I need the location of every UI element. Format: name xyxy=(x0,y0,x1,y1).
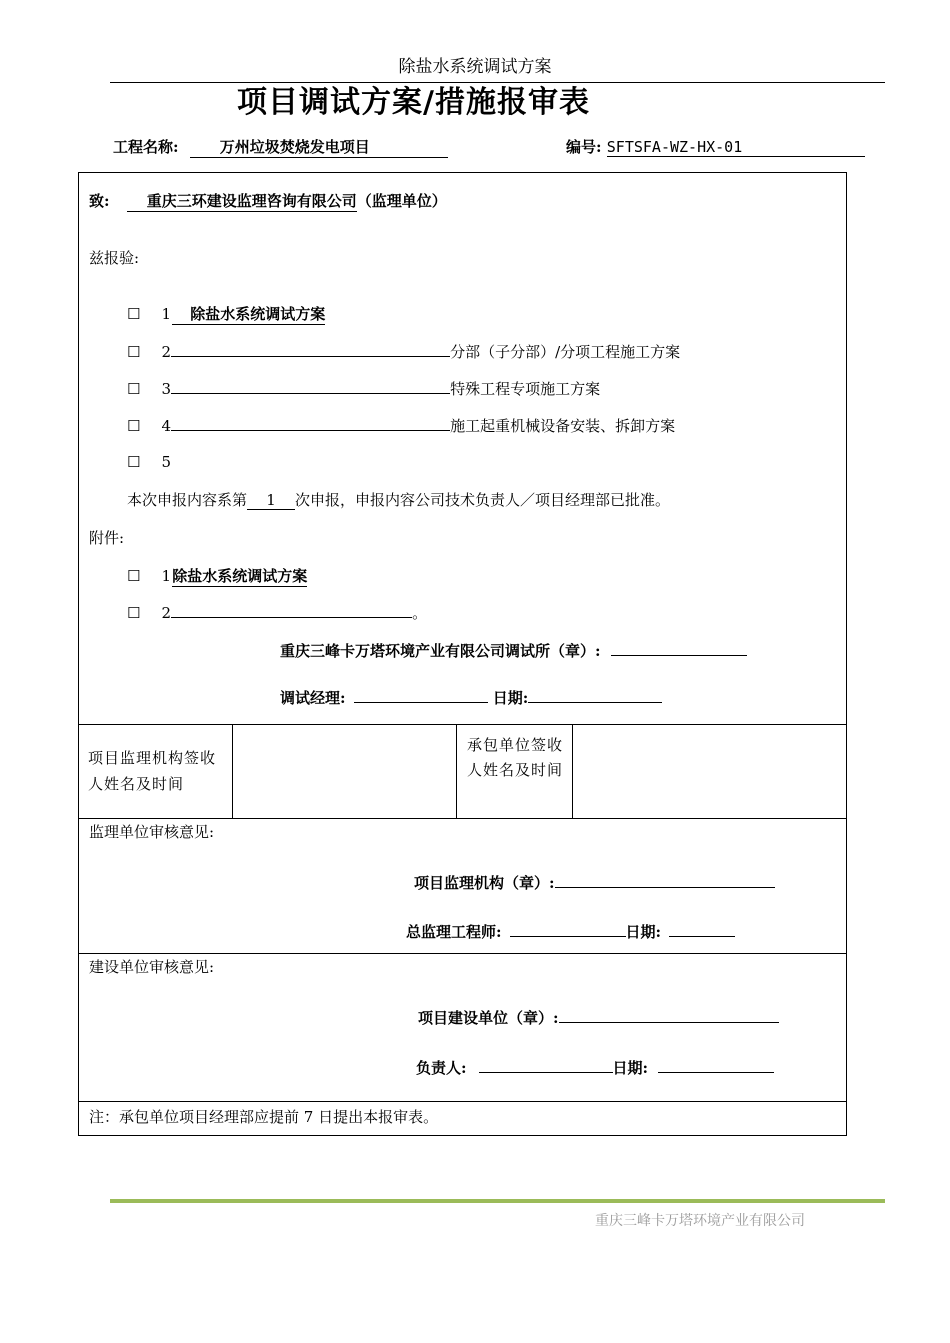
attachments-label: 附件: xyxy=(89,529,125,547)
document-header-title: 除盐水系统调试方案 xyxy=(398,57,552,77)
addressee-line xyxy=(89,190,447,212)
row-divider xyxy=(78,953,847,954)
owner-seal-line: 项目建设单位（章）: xyxy=(418,1006,779,1028)
checklist-item[interactable]: ☐ 5 xyxy=(127,453,172,471)
manager-date-blank xyxy=(528,686,662,703)
column-divider xyxy=(456,724,457,818)
checklist-item-suffix: 特殊工程专项施工方案 xyxy=(450,380,601,398)
chief-engineer-blank xyxy=(510,920,626,937)
contractor-receipt-label: 承包单位签收人姓名及时间 xyxy=(466,736,563,779)
checkbox-icon[interactable]: ☐ xyxy=(127,453,141,471)
supervisor-seal-blank xyxy=(555,871,775,888)
checklist-item-suffix: 施工起重机械设备安装、拆卸方案 xyxy=(450,417,676,435)
project-name-value: 万州垃圾焚烧发电项目 xyxy=(190,136,448,158)
supervisor-seal-line: 项目监理机构（章）: xyxy=(414,871,775,893)
project-name-field xyxy=(113,136,448,158)
owner-date-blank xyxy=(658,1056,774,1073)
row-divider xyxy=(78,818,847,819)
submission-count: 1 xyxy=(247,491,295,510)
owner-person-line: 负责人: 日期: xyxy=(416,1056,774,1078)
addressee-label: 致: xyxy=(89,192,110,210)
checkbox-icon[interactable]: ☐ xyxy=(127,305,141,323)
supervisor-review-label: 监理单位审核意见: xyxy=(89,823,215,841)
project-name-label: 工程名称: xyxy=(113,138,179,156)
manager-sign-line: 调试经理: 日期: xyxy=(280,686,662,708)
supervisor-date-blank xyxy=(669,920,735,937)
checklist-item-blank xyxy=(171,414,450,431)
checklist-item-suffix: 分部（子分部）/分项工程施工方案 xyxy=(450,343,681,361)
supervisor-receipt-field[interactable] xyxy=(233,725,455,817)
project-number-field xyxy=(566,136,865,157)
footer-company: 重庆三峰卡万塔环境产业有限公司 xyxy=(595,1213,805,1229)
submit-intro: 兹报验: xyxy=(89,249,140,267)
owner-seal-blank xyxy=(559,1006,779,1023)
project-number-value: SFTSFA-WZ-HX-01 xyxy=(607,138,865,157)
checklist-item-blank xyxy=(171,340,450,357)
declaration-line: 本次申报内容系第 1 次申报，申报内容公司技术负责人／项目经理部已批准。 xyxy=(127,491,671,509)
checklist-item-text: 除盐水系统调试方案 xyxy=(172,303,325,325)
form-title: 项目调试方案/措施报审表 xyxy=(237,85,590,120)
contractor-seal-line xyxy=(280,639,747,661)
checkbox-icon[interactable]: ☐ xyxy=(127,604,141,622)
contractor-org: 重庆三峰卡万塔环境产业有限公司调试所（章）: xyxy=(280,642,601,660)
attachment-item[interactable]: ☐ 2 。 xyxy=(127,601,427,623)
checkbox-icon[interactable]: ☐ xyxy=(127,417,141,435)
checklist-item[interactable]: ☐ 4 施工起重机械设备安装、拆卸方案 xyxy=(127,414,675,436)
attachment-item-text: 除盐水系统调试方案 xyxy=(172,567,308,585)
owner-review-label: 建设单位审核意见: xyxy=(89,958,215,976)
attachment-item[interactable]: ☐ 1 除盐水系统调试方案 xyxy=(127,567,308,585)
footer-accent-line xyxy=(110,1199,885,1203)
checkbox-icon[interactable]: ☐ xyxy=(127,380,141,398)
contractor-seal-blank xyxy=(611,639,747,656)
addressee-suffix: （监理单位） xyxy=(356,192,447,210)
attachment-item-blank xyxy=(171,601,412,618)
row-divider xyxy=(78,1101,847,1102)
supervisor-receipt-label: 项目监理机构签收人姓名及时间 xyxy=(88,749,217,793)
checklist-item[interactable]: ☐ 2 分部（子分部）/分项工程施工方案 xyxy=(127,340,680,362)
manager-sign-blank xyxy=(354,686,488,703)
checklist-item-blank xyxy=(171,377,450,394)
addressee-value: 重庆三环建设监理咨询有限公司 xyxy=(127,190,357,212)
contractor-receipt-field[interactable] xyxy=(573,725,846,817)
checkbox-icon[interactable]: ☐ xyxy=(127,567,141,585)
checklist-item[interactable]: ☐ 1 除盐水系统调试方案 xyxy=(127,305,326,323)
checkbox-icon[interactable]: ☐ xyxy=(127,343,141,361)
project-number-label: 编号: xyxy=(566,138,602,156)
form-note: 注：承包单位项目经理部应提前 7 日提出本报审表。 xyxy=(89,1108,439,1126)
owner-person-blank xyxy=(479,1056,613,1073)
chief-engineer-line: 总监理工程师: 日期: xyxy=(406,920,735,942)
checklist-item[interactable]: ☐ 3 特殊工程专项施工方案 xyxy=(127,377,600,399)
